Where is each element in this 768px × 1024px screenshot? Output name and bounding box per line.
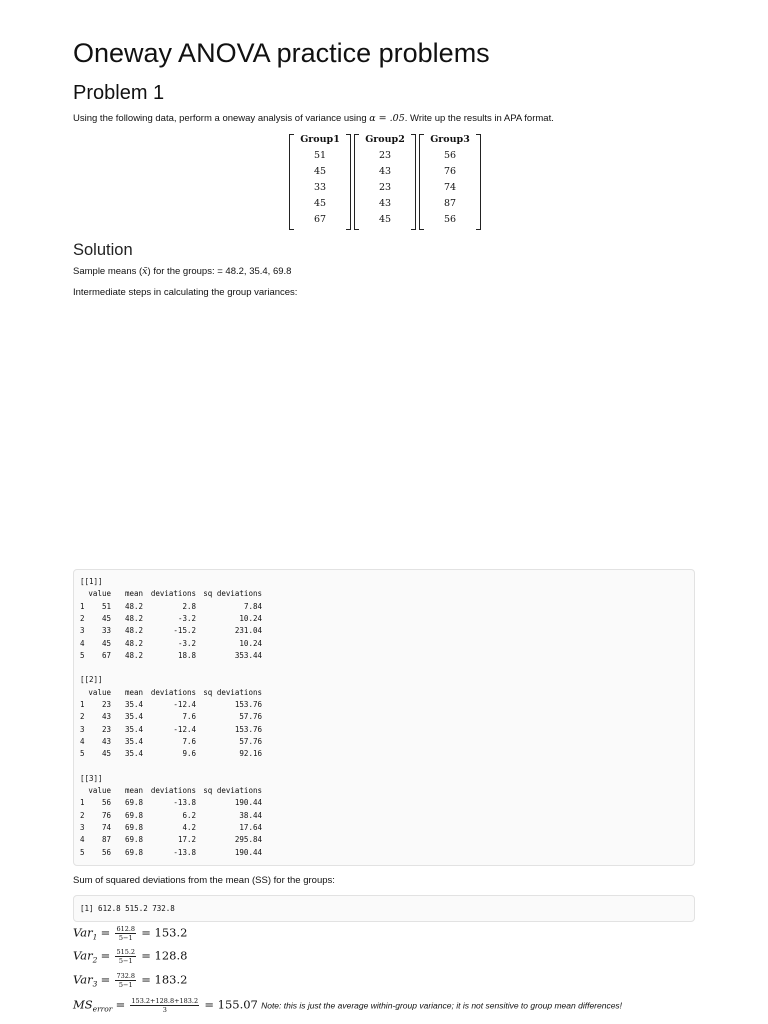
r-cell: -15.2: [173, 626, 196, 636]
sample-means-text: [73, 265, 291, 279]
r-cell: 35.4: [124, 700, 143, 709]
r-cell: 35.4: [124, 736, 143, 746]
r-cell: 17.2: [177, 835, 196, 845]
var-label: Var: [73, 925, 93, 940]
r-cell: 69.8: [124, 810, 143, 820]
r-cell: 7.6: [182, 712, 196, 722]
r-cell: 10.24: [239, 613, 262, 623]
group2-value: 43: [378, 198, 392, 209]
r-cell: 92.16: [239, 749, 262, 759]
var-fraction: [115, 972, 136, 989]
r-cell: 10.24: [239, 638, 262, 648]
var-result: = 128.8: [141, 948, 188, 963]
r-cell: 56: [101, 798, 111, 808]
group3-value: 56: [443, 150, 457, 161]
r-cell: 74: [101, 823, 111, 832]
r-cell: 4.2: [182, 823, 196, 832]
problem-heading: Problem 1: [73, 82, 165, 104]
r-column-header: mean: [124, 786, 143, 796]
r-row-index: 2: [80, 712, 85, 722]
ms-error-formula: $MS_{error}$ = $\frac{153.2+128.8+183.2}{3}$ = 155.07 Note: this is just the average within-group variance; it is not sensitive to group mean differences!: [73, 997, 623, 1014]
r-cell: 48.2: [124, 638, 143, 648]
r-list-index: [[2]]: [80, 675, 103, 685]
ss-output-block: [73, 895, 695, 922]
r-list-index: [[1]]: [80, 577, 103, 586]
r-cell: 45: [101, 613, 111, 623]
ms-subscript: error: [92, 1004, 113, 1014]
r-cell: 35.4: [124, 749, 143, 759]
r-cell: 69.8: [124, 835, 143, 845]
fraction-numerator: 732.8: [116, 972, 136, 980]
r-cell: 33: [101, 626, 111, 636]
r-cell: 57.76: [239, 712, 262, 722]
fraction-numerator: 515.2: [116, 948, 136, 956]
r-cell: 48.2: [124, 626, 143, 636]
r-cell: 17.64: [239, 823, 262, 832]
r-cell: 231.04: [234, 626, 262, 636]
group2-value: 23: [378, 150, 392, 161]
group1-value: 45: [313, 166, 327, 177]
r-cell: 2.8: [182, 601, 196, 611]
r-cell: 190.44: [234, 798, 262, 808]
mean-symbol: x̄: [142, 266, 148, 277]
r-row-index: 1: [80, 601, 85, 611]
r-cell: 48.2: [124, 650, 143, 660]
r-row-index: 3: [80, 823, 85, 832]
r-row-index: 1: [80, 700, 85, 709]
r-cell: 353.44: [234, 650, 262, 660]
r-cell: 45: [101, 638, 111, 648]
var-label: Var: [73, 948, 93, 963]
var-result: = 153.2: [141, 925, 188, 940]
r-cell: -3.2: [177, 638, 196, 648]
r-row-index: 2: [80, 613, 85, 623]
r-row-index: 5: [80, 749, 85, 759]
r-column-header: sq deviations: [203, 786, 262, 796]
r-cell: -12.4: [173, 724, 196, 734]
variance-formula-2: Var$_2$ = $\frac{515.2}{5-1}$ = 128.8: [73, 948, 188, 965]
ms-result: = 155.07: [204, 997, 258, 1012]
r-cell: 9.6: [182, 749, 196, 759]
r-cell: 35.4: [124, 712, 143, 722]
r-cell: 69.8: [124, 847, 143, 857]
ss-text: Sum of squared deviations from the mean (SS) for the groups:: [73, 875, 335, 886]
r-row-index: 4: [80, 736, 85, 746]
group1-value: 45: [313, 198, 327, 209]
r-output-block: [73, 569, 695, 866]
means-text-before: Sample means (: [73, 266, 143, 277]
r-cell: 69.8: [124, 798, 143, 808]
r-cell: -13.8: [173, 798, 196, 808]
group3-value: 76: [443, 166, 457, 177]
problem-statement: [73, 112, 554, 126]
group3-value: 74: [443, 182, 457, 193]
group2-value: 45: [378, 214, 392, 225]
r-cell: 56: [101, 847, 111, 857]
fraction-numerator: 153.2+128.8+183.2: [131, 997, 199, 1005]
r-row-index: 5: [80, 650, 85, 660]
problem-text-after: . Write up the results in APA format.: [404, 113, 554, 124]
r-cell: -12.4: [173, 700, 196, 709]
r-column-header: value: [88, 589, 111, 599]
var-fraction: [115, 948, 136, 965]
r-row-index: 1: [80, 798, 85, 808]
ms-note: Note: this is just the average within-group variance; it is not sensitive to group mean differences!: [261, 1000, 623, 1011]
r-cell: 18.8: [177, 650, 196, 660]
means-text-after: ) for the groups: = 48.2, 35.4, 69.8: [147, 266, 292, 277]
group1-value: 51: [313, 150, 327, 161]
r-row-index: 5: [80, 847, 85, 857]
r-cell: 45: [101, 749, 111, 759]
r-column-header: deviations: [150, 786, 196, 796]
group3-value: 56: [443, 214, 457, 225]
r-cell: 38.44: [239, 810, 262, 820]
r-output-content: [80, 576, 280, 861]
solution-heading: Solution: [73, 241, 133, 259]
group2-header: Group2: [365, 134, 405, 145]
r-cell: 43: [101, 712, 111, 722]
r-row-index: 4: [80, 638, 85, 648]
fraction-denominator: 5−1: [118, 934, 133, 942]
r-column-header: value: [88, 786, 111, 796]
r-cell: 87: [101, 835, 111, 845]
r-cell: 7.84: [243, 601, 262, 611]
group1-matrix: [289, 130, 351, 230]
var-fraction: [115, 925, 136, 942]
r-column-header: sq deviations: [203, 687, 262, 697]
r-cell: 7.6: [182, 736, 196, 746]
ss-output: [1] 612.8 515.2 732.8: [80, 904, 175, 913]
group1-header: Group1: [300, 134, 340, 145]
r-column-header: mean: [124, 687, 143, 697]
r-cell: -3.2: [177, 613, 196, 623]
variance-formula-3: Var$_3$ = $\frac{732.8}{5-1}$ = 183.2: [73, 972, 188, 989]
group2-value: 43: [378, 166, 392, 177]
r-cell: 23: [101, 724, 111, 734]
group3-matrix: [419, 130, 481, 230]
r-cell: 67: [101, 650, 111, 660]
alpha-expression: α = .05: [369, 113, 405, 124]
var-result: = 183.2: [141, 972, 188, 987]
group3-value: 87: [443, 198, 457, 209]
r-cell: 35.4: [124, 724, 143, 734]
ms-fraction: [130, 997, 199, 1014]
r-row-index: 3: [80, 724, 85, 734]
fraction-denominator: 5−1: [118, 981, 133, 989]
problem-text-before: Using the following data, perform a oneway analysis of variance using: [73, 113, 370, 124]
group1-value: 67: [313, 214, 327, 225]
var-label: Var: [73, 972, 93, 987]
r-cell: 6.2: [182, 810, 196, 820]
group1-value: 33: [313, 182, 327, 193]
r-cell: 153.76: [234, 724, 262, 734]
fraction-numerator: 612.8: [116, 925, 136, 933]
r-cell: 51: [101, 601, 111, 611]
var-subscript: 3: [92, 979, 98, 989]
r-row-index: 3: [80, 626, 85, 636]
ms-label: MS: [73, 997, 93, 1012]
page-title: Oneway ANOVA practice problems: [73, 38, 490, 68]
variance-formula-1: Var$_1$ = $\frac{612.8}{5-1}$ = 153.2: [73, 925, 188, 942]
r-cell: 153.76: [234, 700, 262, 709]
r-list-index: [[3]]: [80, 773, 103, 783]
r-column-header: value: [88, 687, 111, 697]
r-column-header: deviations: [150, 687, 196, 697]
group2-value: 23: [378, 182, 392, 193]
r-row-index: 2: [80, 810, 85, 820]
intermediate-steps-text: Intermediate steps in calculating the group variances:: [73, 287, 298, 298]
fraction-denominator: 3: [162, 1006, 167, 1014]
r-cell: 43: [101, 736, 111, 746]
r-cell: 57.76: [239, 736, 262, 746]
group3-header: Group3: [430, 134, 470, 145]
r-cell: 295.84: [234, 835, 262, 845]
var-subscript: 1: [92, 932, 98, 942]
group2-matrix: [354, 130, 416, 230]
r-row-index: 4: [80, 835, 85, 845]
r-column-header: sq deviations: [203, 589, 262, 599]
var-subscript: 2: [92, 955, 98, 965]
r-cell: 48.2: [124, 613, 143, 623]
r-cell: 76: [101, 810, 111, 820]
r-cell: 69.8: [124, 823, 143, 832]
r-cell: 48.2: [124, 601, 143, 611]
r-column-header: deviations: [150, 589, 196, 599]
fraction-denominator: 5−1: [118, 957, 133, 965]
r-column-header: mean: [124, 589, 143, 599]
r-cell: -13.8: [173, 847, 196, 857]
r-cell: 190.44: [234, 847, 262, 857]
r-cell: 23: [101, 700, 111, 709]
